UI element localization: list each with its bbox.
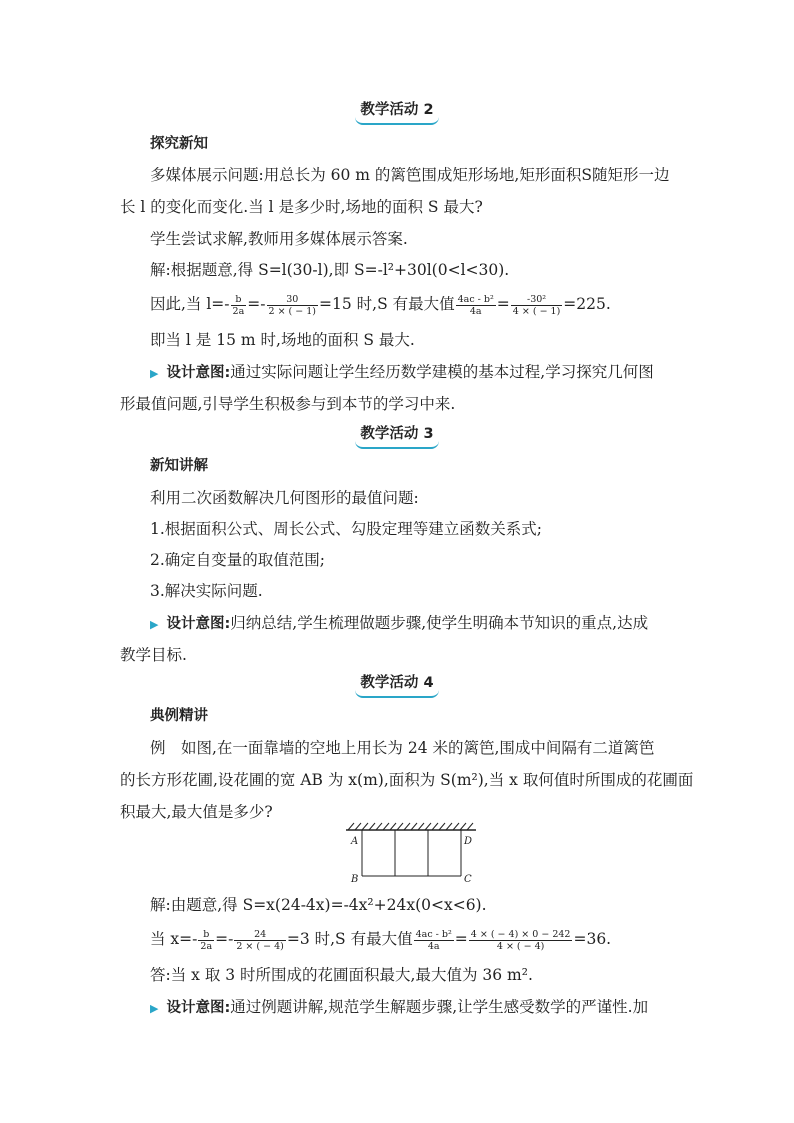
example-solution-line: 解:由题意,得 S=x(24-4x)=-4x²+24x(0<x<6). [150, 896, 487, 914]
activity-4-subheading: 典例精讲 [150, 708, 208, 724]
garden-fence-figure [346, 822, 478, 884]
activity-3-design-intent-line-2: 教学目标. [120, 646, 187, 664]
activity-2-heading: 教学活动 2 [0, 100, 794, 122]
example-line-1: 例 如图,在一面靠墙的空地上用长为 24 米的篱笆,围成中间隔有二道篱笆 [150, 739, 655, 757]
activity-2-problem-line-2: 长 l 的变化而变化.当 l 是多少时,场地的面积 S 最大? [120, 198, 483, 216]
activity-3-step-3: 3.解决实际问题. [150, 582, 263, 600]
triangle-bullet-icon: ▶ [150, 618, 159, 631]
fraction-b-over-2a: $\frac{b}{2a}$ [200, 928, 213, 952]
activity-3-intro: 利用二次函数解决几何图形的最值问题: [150, 489, 419, 507]
fraction-b-over-2a: $\frac{b}{2a}$ [232, 293, 245, 317]
triangle-bullet-icon: ▶ [150, 367, 159, 380]
fraction-vertex-formula: $\frac{\text{4ac - b²}}{4a}$ [457, 293, 494, 317]
activity-4-heading: 教学活动 4 [0, 673, 794, 695]
activity-2-max-value-line: 因此,当 l=- $\frac{b}{2a}$ =- $\frac{30}{2 \times ( - 1)}$ =15 时,S 有最大值 $\frac{\text{4ac - b²}}{4a}$ = $\frac{\text{-30²}}{4 \times ( - 1)}$ =225. [150, 293, 611, 317]
point-b-label: B [351, 874, 359, 884]
point-a-label: A [351, 836, 359, 847]
activity-3-subheading: 新知讲解 [150, 458, 208, 474]
example-line-3: 积最大,最大值是多少? [120, 803, 273, 821]
activity-2-design-intent-line-2: 形最值问题,引导学生积极参与到本节的学习中来. [120, 395, 456, 413]
fraction-substituted: $\frac{4 \times ( - 4) \times 0 - 242}{4 \times ( - 4)}$ [470, 928, 571, 952]
activity-2-design-intent-line-1: ▶ 设计意图:通过实际问题让学生经历数学建模的基本过程,学习探究几何图 [150, 363, 654, 381]
point-c-label: C [464, 874, 472, 884]
fraction-24-over-denominator: $\frac{24}{2 \times ( - 4)}$ [236, 928, 284, 952]
fraction-vertex-formula: $\frac{\text{4ac - b²}}{4a}$ [415, 928, 452, 952]
activity-3-heading: 教学活动 3 [0, 424, 794, 446]
wall-hatching [346, 823, 476, 830]
example-answer: 答:当 x 取 3 时所围成的花圃面积最大,最大值为 36 m². [150, 966, 533, 984]
activity-3-design-intent-line-1: ▶ 设计意图:归纳总结,学生梳理做题步骤,使学生明确本节知识的重点,达成 [150, 614, 649, 632]
activity-2-student-solve: 学生尝试求解,教师用多媒体展示答案. [150, 230, 408, 248]
example-max-value-line: 当 x=- $\frac{b}{2a}$ =- $\frac{24}{2 \times ( - 4)}$ =3 时,S 有最大值 $\frac{\text{4ac - b²}}{4a}$ = $\frac{4 \times ( - 4) \times 0 - 242}{4 \times ( - 4)}$ =36. [150, 928, 612, 952]
activity-3-step-2: 2.确定自变量的取值范围; [150, 551, 326, 569]
example-line-2: 的长方形花圃,设花圃的宽 AB 为 x(m),面积为 S(m²),当 x 取何值时所围成的花圃面 [120, 771, 694, 789]
activity-4-design-intent-line-1: ▶ 设计意图:通过例题讲解,规范学生解题步骤,让学生感受数学的严谨性.加 [150, 998, 649, 1016]
fence-rectangle [362, 830, 461, 876]
fraction-30-over-denominator: $\frac{30}{2 \times ( - 1)}$ [268, 293, 316, 317]
activity-2-problem-line-1: 多媒体展示问题:用总长为 60 m 的篱笆围成矩形场地,矩形面积S随矩形一边 [150, 166, 670, 184]
point-d-label: D [464, 836, 473, 847]
activity-2-conclusion: 即当 l 是 15 m 时,场地的面积 S 最大. [150, 331, 415, 349]
triangle-bullet-icon: ▶ [150, 1002, 159, 1015]
activity-2-solution-line: 解:根据题意,得 S=l(30-l),即 S=-l²+30l(0<l<30). [150, 261, 510, 279]
activity-3-step-1: 1.根据面积公式、周长公式、勾股定理等建立函数关系式; [150, 520, 543, 538]
activity-2-subheading: 探究新知 [150, 136, 208, 152]
fraction-substituted: $\frac{\text{-30²}}{4 \times ( - 1)}$ [512, 293, 561, 317]
